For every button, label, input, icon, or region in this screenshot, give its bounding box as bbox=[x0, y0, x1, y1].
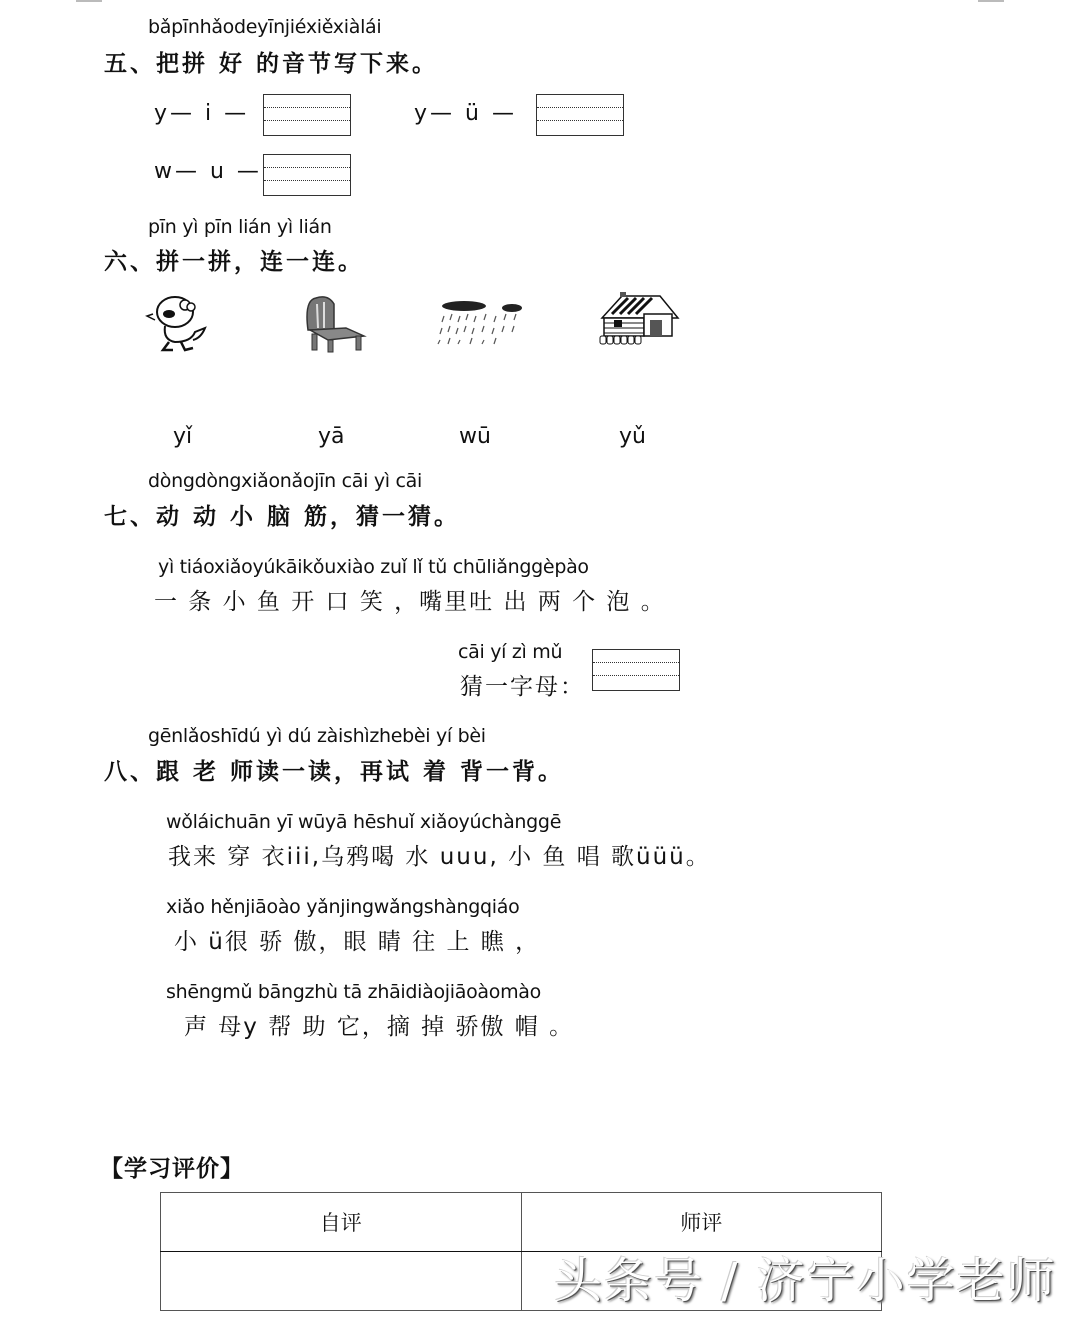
guide-line bbox=[264, 120, 350, 121]
guess-label: 猜一字母： bbox=[460, 674, 585, 700]
poem-line-2-text: 小 ü很 骄 傲，眼 睛 往 上 瞧 ， bbox=[174, 929, 541, 955]
exercise-label-yi: y— i — bbox=[154, 101, 250, 126]
duck-icon[interactable] bbox=[145, 292, 211, 354]
section5-pinyin: bǎpīnhǎodeyīnjiéxiěxiàlái bbox=[148, 16, 382, 38]
answer-box-yi[interactable] bbox=[263, 94, 351, 136]
poem-line-3-text: 声 母y 帮 助 它，摘 掉 骄傲 帽 。 bbox=[184, 1014, 575, 1040]
section6-heading: 六、拼一拼，连一连。 bbox=[104, 249, 364, 275]
syllable-ya[interactable]: yā bbox=[318, 424, 345, 449]
watermark: 头条号 / 济宁小学老师 bbox=[554, 1253, 1057, 1309]
section6-pinyin: pīn yì pīn lián yì lián bbox=[148, 216, 332, 238]
poem-line-3-pinyin: shēngmǔ bāngzhù tā zhāidiàojiāoàomào bbox=[166, 981, 541, 1003]
syllable-yu[interactable]: yǔ bbox=[619, 424, 646, 449]
header-teacher-eval: 师评 bbox=[521, 1193, 882, 1252]
guess-answer-box[interactable] bbox=[592, 649, 680, 691]
section7-pinyin: dòngdòngxiǎonǎojīn cāi yì cāi bbox=[148, 470, 422, 492]
answer-box-yu[interactable] bbox=[536, 94, 624, 136]
guide-line bbox=[264, 180, 350, 181]
section7-heading: 七、动 动 小 脑 筋，猜一猜。 bbox=[104, 504, 461, 530]
guess-pinyin: cāi yí zì mǔ bbox=[458, 641, 563, 663]
exercise-label-wu: w— u — bbox=[154, 159, 262, 184]
guide-line bbox=[537, 120, 623, 121]
house-icon[interactable] bbox=[598, 292, 684, 346]
guide-line bbox=[593, 662, 679, 663]
self-eval-cell[interactable] bbox=[161, 1252, 522, 1311]
section5-heading: 五、把拼 好 的音节写下来。 bbox=[104, 51, 439, 77]
guide-line bbox=[264, 107, 350, 108]
header-self-eval: 自评 bbox=[161, 1193, 522, 1252]
guide-line bbox=[264, 167, 350, 168]
riddle-text: 一 条 小 鱼 开 口 笑 ，嘴里吐 出 两 个 泡 。 bbox=[154, 589, 666, 615]
exercise-label-yu: y— ü — bbox=[414, 101, 517, 126]
guide-line bbox=[593, 675, 679, 676]
syllable-wu[interactable]: wū bbox=[459, 424, 491, 449]
section8-heading: 八、跟 老 师读一读，再试 着 背一背。 bbox=[104, 759, 565, 785]
poem-line-2-pinyin: xiǎo hěnjiāoào yǎnjingwǎngshàngqiáo bbox=[166, 896, 520, 918]
poem-line-1-pinyin: wǒláichuān yī wūyā hēshuǐ xiǎoyúchànggē bbox=[166, 811, 562, 833]
evaluation-title: 【学习评价】 bbox=[100, 1156, 244, 1182]
syllable-yi[interactable]: yǐ bbox=[173, 424, 193, 449]
rain-cloud-icon[interactable] bbox=[436, 298, 528, 346]
guide-line bbox=[537, 107, 623, 108]
page-corner-mark-right bbox=[978, 0, 1004, 2]
section8-pinyin: gēnlǎoshīdú yì dú zàishìzhebèi yí bèi bbox=[148, 725, 486, 747]
chair-icon[interactable] bbox=[302, 294, 368, 354]
answer-box-wu[interactable] bbox=[263, 154, 351, 196]
riddle-pinyin: yì tiáoxiǎoyúkāikǒuxiào zuǐ lǐ tǔ chūliǎnggèpào bbox=[158, 556, 589, 578]
page-corner-mark-left bbox=[76, 0, 102, 2]
poem-line-1-text: 我来 穿 衣iii,乌鸦喝 水 uuu, 小 鱼 唱 歌üüü。 bbox=[168, 844, 711, 870]
